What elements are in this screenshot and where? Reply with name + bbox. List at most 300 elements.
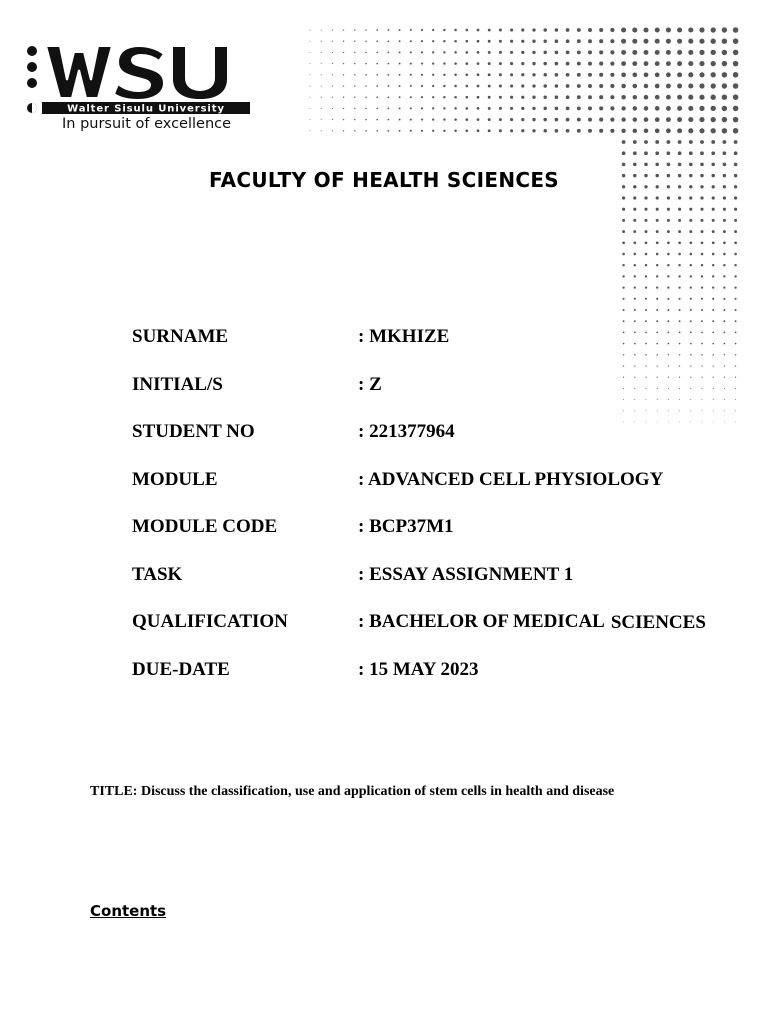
pattern-dot — [724, 377, 725, 378]
pattern-dot — [734, 264, 736, 266]
pattern-dot — [622, 241, 625, 244]
pattern-dot — [656, 230, 659, 233]
pattern-dot — [699, 27, 704, 32]
pattern-dot — [410, 119, 412, 121]
pattern-dot — [699, 106, 704, 111]
pattern-dot — [555, 107, 559, 111]
pattern-dot — [599, 73, 603, 77]
pattern-dot — [723, 309, 725, 311]
pattern-dot — [577, 118, 581, 122]
pattern-dot — [634, 286, 636, 288]
pattern-dot — [723, 208, 726, 211]
pattern-dot — [724, 354, 725, 355]
pattern-dot — [543, 39, 546, 42]
pattern-dot — [657, 388, 658, 389]
pattern-dot — [354, 41, 355, 42]
pattern-dot — [454, 62, 457, 65]
pattern-dot — [622, 219, 625, 222]
pattern-dot — [621, 39, 626, 44]
pattern-dot — [421, 130, 423, 132]
pattern-dot — [310, 41, 311, 42]
pattern-dot — [701, 309, 703, 311]
pattern-dot — [734, 253, 737, 256]
pattern-dot — [667, 230, 670, 233]
pattern-dot — [343, 74, 344, 75]
pattern-dot — [599, 118, 603, 122]
pattern-dot — [599, 39, 603, 43]
pattern-dot — [543, 129, 546, 132]
pattern-dot — [713, 399, 714, 400]
pattern-dot — [443, 29, 445, 31]
pattern-dot — [734, 275, 736, 277]
pattern-dot — [678, 208, 681, 211]
pattern-dot — [644, 95, 649, 100]
pattern-dot — [399, 51, 401, 53]
pattern-dot — [646, 399, 647, 400]
pattern-dot — [432, 40, 434, 42]
pattern-dot — [655, 151, 659, 155]
pattern-dot — [655, 128, 660, 133]
pattern-dot — [599, 84, 603, 88]
pattern-dot — [465, 62, 468, 65]
pattern-dot — [499, 118, 502, 121]
pattern-dot — [354, 74, 355, 75]
pattern-dot — [667, 286, 669, 288]
pattern-dot — [689, 163, 693, 167]
pattern-dot — [677, 27, 682, 32]
pattern-dot — [388, 52, 390, 54]
pattern-dot — [634, 422, 635, 423]
pattern-dot — [410, 130, 412, 132]
pattern-dot — [510, 118, 513, 121]
pattern-dot — [634, 298, 636, 300]
pattern-dot — [657, 399, 658, 400]
pattern-dot — [443, 40, 445, 42]
pattern-dot — [510, 129, 513, 132]
pattern-dot — [678, 253, 681, 256]
pattern-dot — [510, 73, 513, 76]
pattern-dot — [702, 399, 703, 400]
pattern-dot — [632, 39, 637, 44]
pattern-dot — [712, 264, 714, 266]
pattern-dot — [644, 208, 647, 211]
pattern-dot — [555, 129, 559, 133]
pattern-dot — [723, 264, 725, 266]
pattern-dot — [655, 50, 660, 55]
pattern-dot — [477, 85, 480, 88]
pattern-dot — [656, 309, 658, 311]
pattern-dot — [723, 151, 727, 155]
pattern-dot — [677, 106, 682, 111]
pattern-dot — [521, 62, 524, 65]
pattern-dot — [722, 140, 726, 144]
pattern-dot — [577, 39, 581, 43]
pattern-dot — [700, 140, 704, 144]
pattern-dot — [376, 108, 378, 110]
pattern-dot — [645, 365, 646, 366]
pattern-dot — [690, 365, 691, 366]
pattern-dot — [321, 74, 322, 75]
pattern-dot — [399, 107, 401, 109]
pattern-dot — [646, 410, 647, 411]
pattern-dot — [399, 119, 401, 121]
pattern-dot — [645, 309, 647, 311]
pattern-dot — [644, 117, 649, 122]
pattern-dot — [388, 63, 390, 65]
pattern-dot — [621, 117, 625, 121]
pattern-dot — [644, 163, 648, 167]
pattern-dot — [733, 94, 739, 100]
pattern-dot — [667, 320, 669, 322]
pattern-dot — [645, 343, 647, 345]
pattern-dot — [678, 264, 680, 266]
pattern-dot — [712, 309, 714, 311]
pattern-dot — [421, 51, 423, 53]
detail-value: : BACHELOR OF MEDICAL — [358, 611, 605, 632]
pattern-dot — [700, 208, 703, 211]
pattern-dot — [432, 74, 434, 76]
pattern-dot — [667, 275, 669, 277]
pattern-dot — [689, 196, 692, 199]
pattern-dot — [477, 62, 480, 65]
pattern-dot — [735, 422, 736, 423]
pattern-dot — [376, 96, 378, 98]
pattern-dot — [712, 230, 715, 233]
pattern-dot — [610, 73, 614, 77]
pattern-dot — [632, 72, 637, 77]
detail-value-wrapper — [358, 611, 706, 633]
pattern-dot — [711, 106, 716, 111]
pattern-dot — [711, 151, 715, 155]
pattern-dot — [701, 388, 702, 389]
pattern-dot — [712, 275, 714, 277]
pattern-dot — [354, 85, 355, 86]
pattern-dot — [477, 96, 480, 99]
pattern-dot — [688, 50, 693, 55]
pattern-dot — [668, 343, 670, 345]
pattern-dot — [690, 286, 692, 288]
pattern-dot — [656, 196, 659, 199]
pattern-dot — [354, 119, 355, 120]
pattern-dot — [566, 95, 570, 99]
pattern-dot — [733, 72, 739, 78]
pattern-dot — [701, 332, 703, 334]
detail-label: STUDENT NO — [132, 421, 255, 442]
pattern-dot — [667, 264, 669, 266]
pattern-dot — [477, 118, 480, 121]
pattern-dot — [712, 332, 714, 334]
pattern-dot — [735, 343, 737, 345]
pattern-dot — [677, 84, 682, 89]
pattern-dot — [566, 84, 570, 88]
pattern-dot — [734, 230, 737, 233]
detail-value: : ESSAY ASSIGNMENT 1 — [358, 563, 574, 585]
pattern-dot — [443, 85, 445, 87]
pattern-dot — [634, 410, 635, 411]
pattern-dot — [655, 61, 660, 66]
pattern-dot — [668, 388, 669, 389]
pattern-dot — [343, 52, 344, 53]
pattern-dot — [701, 230, 704, 233]
pattern-dot — [734, 151, 738, 155]
pattern-dot — [499, 73, 502, 76]
pattern-dot — [510, 96, 513, 99]
pattern-dot — [701, 343, 703, 345]
wsu-logo — [22, 40, 257, 140]
pattern-dot — [521, 28, 524, 31]
pattern-dot — [321, 29, 322, 30]
pattern-dot — [555, 39, 559, 43]
pattern-dot — [410, 40, 412, 42]
pattern-dot — [622, 286, 624, 288]
detail-label: DUE-DATE — [132, 658, 230, 680]
pattern-dot — [488, 85, 491, 88]
pattern-dot — [588, 118, 592, 122]
pattern-dot — [499, 40, 502, 43]
pattern-dot — [332, 119, 333, 120]
pattern-dot — [465, 107, 468, 110]
pattern-dot — [332, 29, 333, 30]
pattern-dot — [656, 332, 658, 334]
pattern-dot — [645, 388, 646, 389]
pattern-dot — [610, 28, 614, 32]
pattern-dot — [365, 130, 367, 132]
pattern-dot — [321, 63, 322, 64]
pattern-dot — [678, 230, 681, 233]
pattern-dot — [499, 129, 502, 132]
pattern-dot — [677, 128, 682, 133]
pattern-dot — [376, 130, 378, 132]
pattern-dot — [399, 63, 401, 65]
pattern-dot — [421, 74, 423, 76]
pattern-dot — [622, 208, 625, 211]
pattern-dot — [622, 196, 625, 199]
pattern-dot — [365, 108, 367, 110]
pattern-dot — [701, 219, 704, 222]
pattern-dot — [566, 51, 570, 55]
pattern-dot — [610, 62, 614, 66]
pattern-dot — [722, 27, 727, 32]
pattern-dot — [666, 140, 670, 144]
pattern-dot — [376, 119, 378, 121]
pattern-dot — [713, 422, 714, 423]
pattern-dot — [690, 309, 692, 311]
pattern-dot — [689, 140, 693, 144]
pattern-dot — [499, 96, 502, 99]
pattern-dot — [689, 230, 692, 233]
pattern-dot — [656, 241, 659, 244]
pattern-dot — [354, 97, 355, 98]
pattern-dot — [543, 118, 546, 121]
pattern-dot — [679, 377, 680, 378]
pattern-dot — [633, 95, 637, 99]
pattern-dot — [310, 108, 311, 109]
pattern-dot — [679, 354, 680, 355]
pattern-dot — [634, 388, 635, 389]
pattern-dot — [666, 84, 671, 89]
pattern-dot — [521, 51, 524, 54]
pattern-dot — [410, 107, 412, 109]
pattern-dot — [499, 85, 502, 88]
pattern-dot — [656, 253, 659, 256]
pattern-dot — [679, 320, 681, 322]
pattern-dot — [711, 95, 716, 100]
pattern-dot — [421, 29, 423, 31]
pattern-dot — [633, 151, 637, 155]
pattern-dot — [679, 343, 681, 345]
pattern-dot — [354, 29, 355, 30]
pattern-dot — [633, 117, 637, 121]
pattern-dot — [677, 39, 682, 44]
pattern-dot — [645, 264, 647, 266]
pattern-dot — [666, 27, 671, 32]
pattern-dot — [555, 28, 559, 32]
pattern-dot — [655, 95, 660, 100]
pattern-dot — [634, 253, 637, 256]
pattern-dot — [678, 275, 680, 277]
pattern-dot — [724, 410, 725, 411]
pattern-dot — [399, 29, 401, 31]
pattern-dot — [488, 129, 491, 132]
pattern-dot — [735, 365, 736, 366]
pattern-dot — [656, 320, 658, 322]
pattern-dot — [699, 72, 704, 77]
pattern-dot — [321, 52, 322, 53]
pattern-dot — [668, 365, 669, 366]
pattern-dot — [521, 96, 524, 99]
pattern-dot — [621, 50, 626, 55]
pattern-dot — [332, 130, 333, 131]
pattern-dot — [432, 51, 434, 53]
pattern-dot — [735, 354, 736, 355]
pattern-dot — [588, 84, 592, 88]
pattern-dot — [722, 128, 727, 133]
pattern-dot — [376, 85, 378, 87]
pattern-dot — [690, 399, 691, 400]
pattern-dot — [733, 128, 739, 134]
pattern-dot — [656, 275, 658, 277]
pattern-dot — [644, 140, 648, 144]
pattern-dot — [577, 28, 581, 32]
pattern-dot — [644, 129, 649, 134]
pattern-dot — [465, 73, 468, 76]
pattern-dot — [711, 27, 716, 32]
pattern-dot — [365, 63, 367, 65]
pattern-dot — [310, 86, 311, 87]
pattern-dot — [688, 95, 693, 100]
pattern-dot — [321, 130, 322, 131]
pattern-dot — [723, 230, 726, 233]
pattern-dot — [668, 399, 669, 400]
pattern-dot — [622, 140, 626, 144]
pattern-dot — [634, 332, 636, 334]
pattern-dot — [689, 208, 692, 211]
pattern-dot — [713, 410, 714, 411]
pattern-dot — [488, 29, 491, 32]
pattern-dot — [622, 230, 625, 233]
pattern-dot — [723, 298, 725, 300]
pattern-dot — [310, 74, 311, 75]
pattern-dot — [711, 163, 715, 167]
pattern-dot — [399, 40, 401, 42]
detail-value-continuation: SCIENCES — [610, 612, 706, 633]
pattern-dot — [677, 95, 682, 100]
pattern-dot — [645, 298, 647, 300]
pattern-dot — [713, 377, 714, 378]
pattern-dot — [555, 118, 559, 122]
pattern-dot — [645, 286, 647, 288]
pattern-dot — [656, 343, 658, 345]
pattern-dot — [712, 253, 715, 256]
pattern-dot — [543, 62, 546, 65]
university-name-banner — [42, 102, 250, 114]
pattern-dot — [599, 106, 603, 110]
pattern-dot — [634, 309, 636, 311]
pattern-dot — [712, 354, 713, 355]
pattern-dot — [723, 219, 726, 222]
pattern-dot — [632, 50, 637, 55]
pattern-dot — [724, 388, 725, 389]
pattern-dot — [724, 365, 725, 366]
detail-value: : BCP37M1 — [358, 516, 454, 537]
pattern-dot — [723, 163, 727, 167]
pattern-dot — [690, 264, 692, 266]
pattern-dot — [454, 107, 457, 110]
pattern-dot — [724, 332, 726, 334]
pattern-dot — [365, 29, 367, 31]
pattern-dot — [690, 388, 691, 389]
pattern-dot — [699, 117, 704, 122]
pattern-dot — [657, 410, 658, 411]
pattern-dot — [634, 377, 635, 378]
pattern-dot — [723, 253, 726, 256]
pattern-dot — [712, 286, 714, 288]
pattern-dot — [454, 74, 457, 77]
pattern-dot — [399, 74, 401, 76]
pattern-dot — [354, 52, 355, 53]
pattern-dot — [700, 163, 704, 167]
pattern-dot — [723, 286, 725, 288]
pattern-dot — [734, 163, 738, 167]
pattern-dot — [510, 28, 513, 31]
detail-value: : Z — [358, 373, 382, 395]
pattern-dot — [733, 117, 739, 123]
pattern-dot — [678, 286, 680, 288]
pattern-dot — [432, 130, 434, 132]
pattern-dot — [332, 108, 333, 109]
pattern-dot — [733, 27, 739, 33]
pattern-dot — [634, 365, 635, 366]
pattern-dot — [488, 107, 491, 110]
pattern-dot — [365, 40, 367, 42]
pattern-dot — [310, 63, 311, 64]
pattern-dot — [701, 286, 703, 288]
pattern-dot — [623, 343, 625, 345]
pattern-dot — [510, 84, 513, 87]
pattern-dot — [633, 140, 637, 144]
detail-label: SURNAME — [132, 326, 229, 347]
pattern-dot — [621, 84, 626, 89]
pattern-dot — [688, 106, 693, 111]
pattern-dot — [621, 95, 625, 99]
pattern-dot — [421, 63, 423, 65]
pattern-dot — [724, 422, 725, 423]
pattern-dot — [701, 377, 702, 378]
pattern-dot — [645, 241, 648, 244]
pattern-dot — [733, 83, 739, 89]
pattern-dot — [499, 29, 502, 32]
pattern-dot — [588, 129, 592, 133]
